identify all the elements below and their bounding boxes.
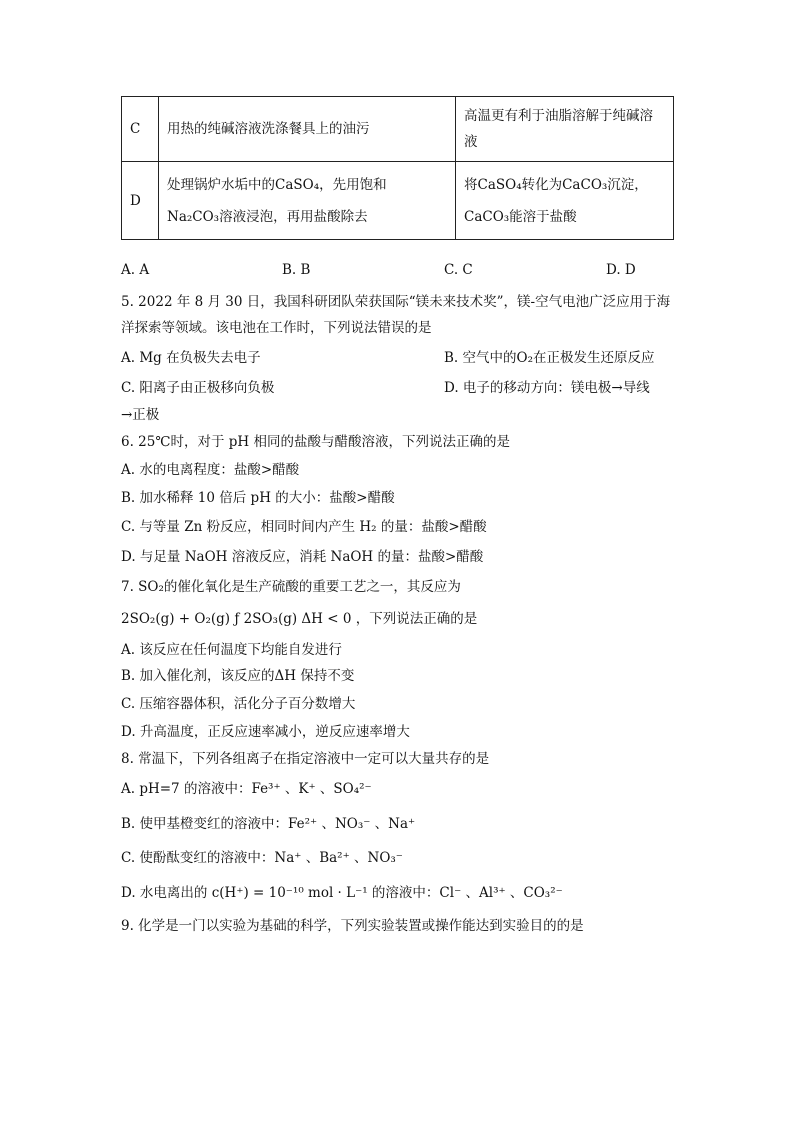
q6-option-c: C. 与等量 Zn 粉反应，相同时间内产生 H₂ 的量：盐酸>醋酸 [121, 519, 487, 535]
options-table [121, 96, 674, 240]
row-action [159, 162, 456, 240]
q4-choice-c: C. C [444, 262, 473, 278]
q7-option-c: C. 压缩容器体积，活化分子百分数增大 [121, 696, 356, 712]
action-line: 处理锅炉水垢中的CaSO₄，先用饱和 [167, 176, 387, 193]
q8-option-c: C. 使酚酞变红的溶液中：Na⁺ 、Ba²⁺ 、NO₃⁻ [121, 850, 403, 866]
q7-option-a: A. 该反应在任何温度下均能自发进行 [121, 642, 342, 658]
q4-choice-b: B. B [282, 262, 311, 278]
reason-line: 液 [464, 134, 478, 150]
q8-option-b: B. 使甲基橙变红的溶液中：Fe²⁺ 、NO₃⁻ 、Na⁺ [121, 816, 416, 832]
q4-choice-d: D. D [606, 262, 636, 278]
q9-stem: 9. 化学是一门以实验为基础的科学，下列实验装置或操作能达到实验目的的是 [121, 918, 584, 934]
q8-stem: 8. 常温下，下列各组离子在指定溶液中一定可以大量共存的是 [121, 751, 490, 767]
q6-option-a: A. 水的电离程度：盐酸>醋酸 [121, 462, 300, 478]
row-reason [456, 162, 674, 240]
q7-option-d: D. 升高温度，正反应速率减小，逆反应速率增大 [121, 724, 410, 740]
q7-stem-line1: 7. SO₂的催化氧化是生产硫酸的重要工艺之一，其反应为 [121, 579, 461, 595]
q7-option-b: B. 加入催化剂，该反应的ΔH 保持不变 [121, 668, 355, 684]
row-label: D [122, 162, 159, 240]
q8-option-a: A. pH=7 的溶液中：Fe³⁺ 、K⁺ 、SO₄²⁻ [121, 781, 372, 797]
table-row [122, 97, 674, 162]
row-label: C [122, 97, 159, 162]
q5-option-c: C. 阳离子由正极移向负极 [121, 380, 275, 396]
q4-choice-a: A. A [121, 262, 150, 278]
q6-stem: 6. 25℃时，对于 pH 相同的盐酸与醋酸溶液，下列说法正确的是 [121, 434, 510, 450]
q5-stem-line2: 洋探索等领域。该电池在工作时，下列说法错误的是 [121, 320, 432, 336]
q7-stem-line2: 2SO₂(g) + O₂(g) ƒ 2SO₃(g) ΔH < 0 ，下列说法正确的是 [121, 611, 478, 627]
reason-line: 高温更有利于油脂溶解于纯碱溶 [464, 108, 653, 124]
q5-option-d-line2: →正极 [121, 407, 160, 423]
q5-option-d-line1: D. 电子的移动方向：镁电极→导线 [444, 380, 650, 396]
action-line: Na₂CO₃溶液浸泡，再用盐酸除去 [167, 208, 368, 225]
q6-option-d: D. 与足量 NaOH 溶液反应，消耗 NaOH 的量：盐酸>醋酸 [121, 549, 484, 565]
q5-option-a: A. Mg 在负极失去电子 [121, 350, 261, 366]
q5-stem-line1: 5. 2022 年 8 月 30 日，我国科研团队荣获国际“镁未来技术奖”，镁-空气电池广泛应用于海 [121, 294, 671, 310]
reason-line: 将CaSO₄转化为CaCO₃沉淀， [464, 176, 648, 193]
row-action: 用热的纯碱溶液洗涤餐具上的油污 [159, 97, 456, 162]
q5-option-b: B. 空气中的O₂在正极发生还原反应 [444, 350, 655, 366]
reason-line: CaCO₃能溶于盐酸 [464, 208, 577, 225]
q6-option-b: B. 加水稀释 10 倍后 pH 的大小：盐酸>醋酸 [121, 490, 395, 506]
row-reason [456, 97, 674, 162]
table-row [122, 162, 674, 240]
q8-option-d: D. 水电离出的 c(H⁺) = 10⁻¹⁰ mol · L⁻¹ 的溶液中：Cl⁻ 、Al³⁺ 、CO₃²⁻ [121, 885, 563, 901]
